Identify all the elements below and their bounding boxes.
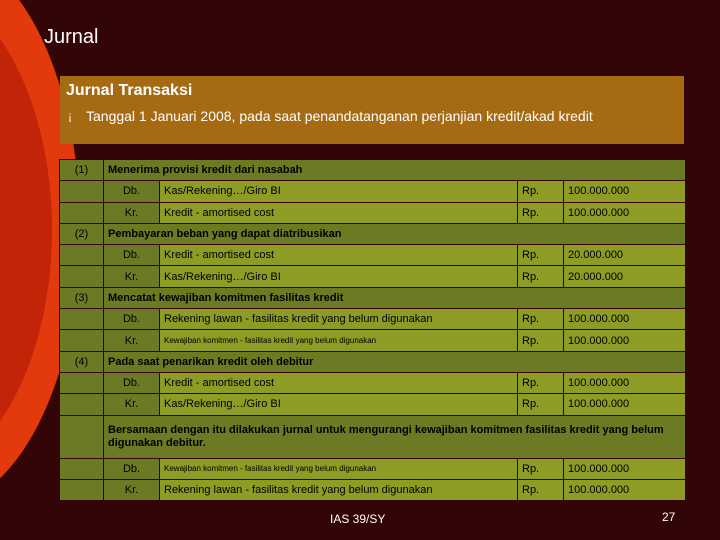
amount-value: 100.000.000 [564, 330, 686, 351]
box-heading: Jurnal Transaksi [66, 82, 193, 99]
table-row [60, 202, 686, 223]
empty-cell [60, 458, 104, 479]
debit-credit-label: Kr. [104, 266, 160, 287]
debit-credit-label: Db. [104, 458, 160, 479]
currency-label: Rp. [518, 181, 564, 202]
table-row [60, 372, 686, 393]
entry-description: Mencatat kewajiban komitmen fasilitas kredit [104, 287, 686, 308]
currency-label: Rp. [518, 330, 564, 351]
empty-cell [60, 245, 104, 266]
account-name: Kredit - amortised cost [160, 202, 518, 223]
account-name: Kas/Rekening…/Giro BI [160, 266, 518, 287]
amount-value: 100.000.000 [564, 309, 686, 330]
table-row [60, 458, 686, 479]
empty-cell [60, 330, 104, 351]
account-name: Kewajiban komitmen - fasilitas kredit yang belum digunakan [160, 330, 518, 351]
table-row [60, 223, 686, 244]
table-row [60, 330, 686, 351]
entry-number: (1) [60, 160, 104, 181]
account-name: Rekening lawan - fasilitas kredit yang belum digunakan [160, 309, 518, 330]
amount-value: 20.000.000 [564, 266, 686, 287]
amount-value: 100.000.000 [564, 181, 686, 202]
entry-description: Pembayaran beban yang dapat diatribusikan [104, 223, 686, 244]
amount-value: 20.000.000 [564, 245, 686, 266]
table-row [60, 245, 686, 266]
currency-label: Rp. [518, 479, 564, 500]
table-row [60, 160, 686, 181]
bullet-icon: ¡ [68, 109, 72, 123]
currency-label: Rp. [518, 372, 564, 393]
account-name: Kas/Rekening…/Giro BI [160, 181, 518, 202]
currency-label: Rp. [518, 245, 564, 266]
entry-number: (3) [60, 287, 104, 308]
amount-value: 100.000.000 [564, 479, 686, 500]
empty-cell [60, 394, 104, 415]
transaction-box [60, 76, 684, 144]
table-row [60, 351, 686, 372]
table-row [60, 479, 686, 500]
debit-credit-label: Kr. [104, 330, 160, 351]
empty-cell [60, 309, 104, 330]
box-text: Tanggal 1 Januari 2008, pada saat penandatanganan perjanjian kredit/akad kredit [86, 108, 593, 124]
amount-value: 100.000.000 [564, 394, 686, 415]
slide-title: Jurnal [44, 26, 99, 48]
page-number: 27 [662, 510, 676, 524]
empty-cell [60, 372, 104, 393]
currency-label: Rp. [518, 202, 564, 223]
account-name: Kas/Rekening…/Giro BI [160, 394, 518, 415]
currency-label: Rp. [518, 458, 564, 479]
account-name: Kewajiban komitmen - fasilitas kredit yang belum digunakan [160, 458, 518, 479]
debit-credit-label: Db. [104, 309, 160, 330]
journal-table [59, 159, 686, 501]
account-name: Rekening lawan - fasilitas kredit yang belum digunakan [160, 479, 518, 500]
empty-cell [60, 415, 104, 458]
entry-description: Menerima provisi kredit dari nasabah [104, 160, 686, 181]
table-row [60, 394, 686, 415]
amount-value: 100.000.000 [564, 372, 686, 393]
debit-credit-label: Db. [104, 372, 160, 393]
account-name: Kredit - amortised cost [160, 245, 518, 266]
entry-number: (4) [60, 351, 104, 372]
debit-credit-label: Kr. [104, 202, 160, 223]
debit-credit-label: Kr. [104, 394, 160, 415]
empty-cell [60, 266, 104, 287]
empty-cell [60, 202, 104, 223]
currency-label: Rp. [518, 266, 564, 287]
note-text: Bersamaan dengan itu dilakukan jurnal untuk mengurangi kewajiban komitmen fasilitas kredit yang belum digunakan debitur. [104, 415, 686, 458]
amount-value: 100.000.000 [564, 202, 686, 223]
entry-number: (2) [60, 223, 104, 244]
table-row [60, 181, 686, 202]
table-row [60, 266, 686, 287]
footer-text: IAS 39/SY [330, 512, 386, 526]
amount-value: 100.000.000 [564, 458, 686, 479]
table-row [60, 415, 686, 458]
currency-label: Rp. [518, 309, 564, 330]
currency-label: Rp. [518, 394, 564, 415]
empty-cell [60, 479, 104, 500]
table-row [60, 287, 686, 308]
debit-credit-label: Db. [104, 181, 160, 202]
debit-credit-label: Kr. [104, 479, 160, 500]
account-name: Kredit - amortised cost [160, 372, 518, 393]
debit-credit-label: Db. [104, 245, 160, 266]
entry-description: Pada saat penarikan kredit oleh debitur [104, 351, 686, 372]
empty-cell [60, 181, 104, 202]
table-row [60, 309, 686, 330]
